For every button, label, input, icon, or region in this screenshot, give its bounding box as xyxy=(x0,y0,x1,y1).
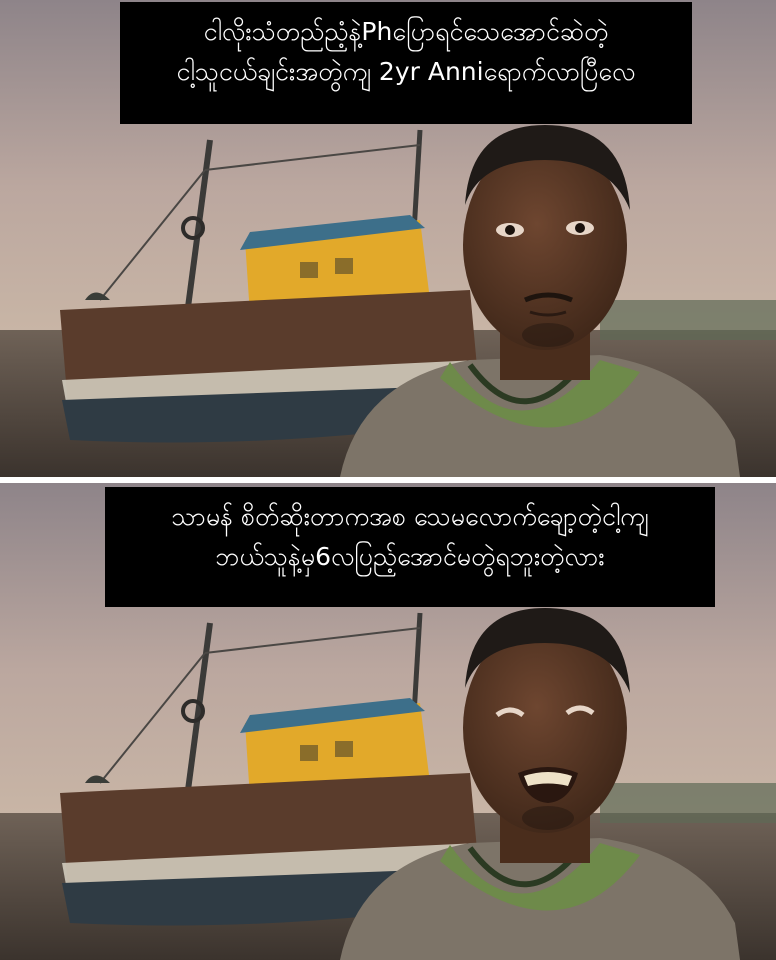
distant-shoreline xyxy=(600,783,776,823)
meme-panel-top xyxy=(0,0,776,477)
caption-top-line-1: ငါလိုးသံတည်ညံ့နဲ့Phပြောရင်သေအောင်ဆဲတဲ့ xyxy=(203,17,609,46)
meme-panel-bottom xyxy=(0,483,776,960)
caption-top-line-2: ငါ့သူငယ်ချင်းအတွဲကျ 2yr Anniရောက်လာပြီလေ xyxy=(176,57,636,86)
caption-bottom-line-2: ဘယ်သူနဲ့မှ6လပြည့်အောင်မတွဲရဘူးတဲ့လား xyxy=(215,542,605,571)
distant-shoreline xyxy=(600,300,776,340)
caption-box-bottom xyxy=(105,487,715,607)
caption-bottom-line-1: သာမန် စိတ်ဆိုးတာကအစ သေမလောက်ချော့တဲ့ငါ့ကျ xyxy=(171,502,649,531)
caption-box-top xyxy=(120,2,692,124)
